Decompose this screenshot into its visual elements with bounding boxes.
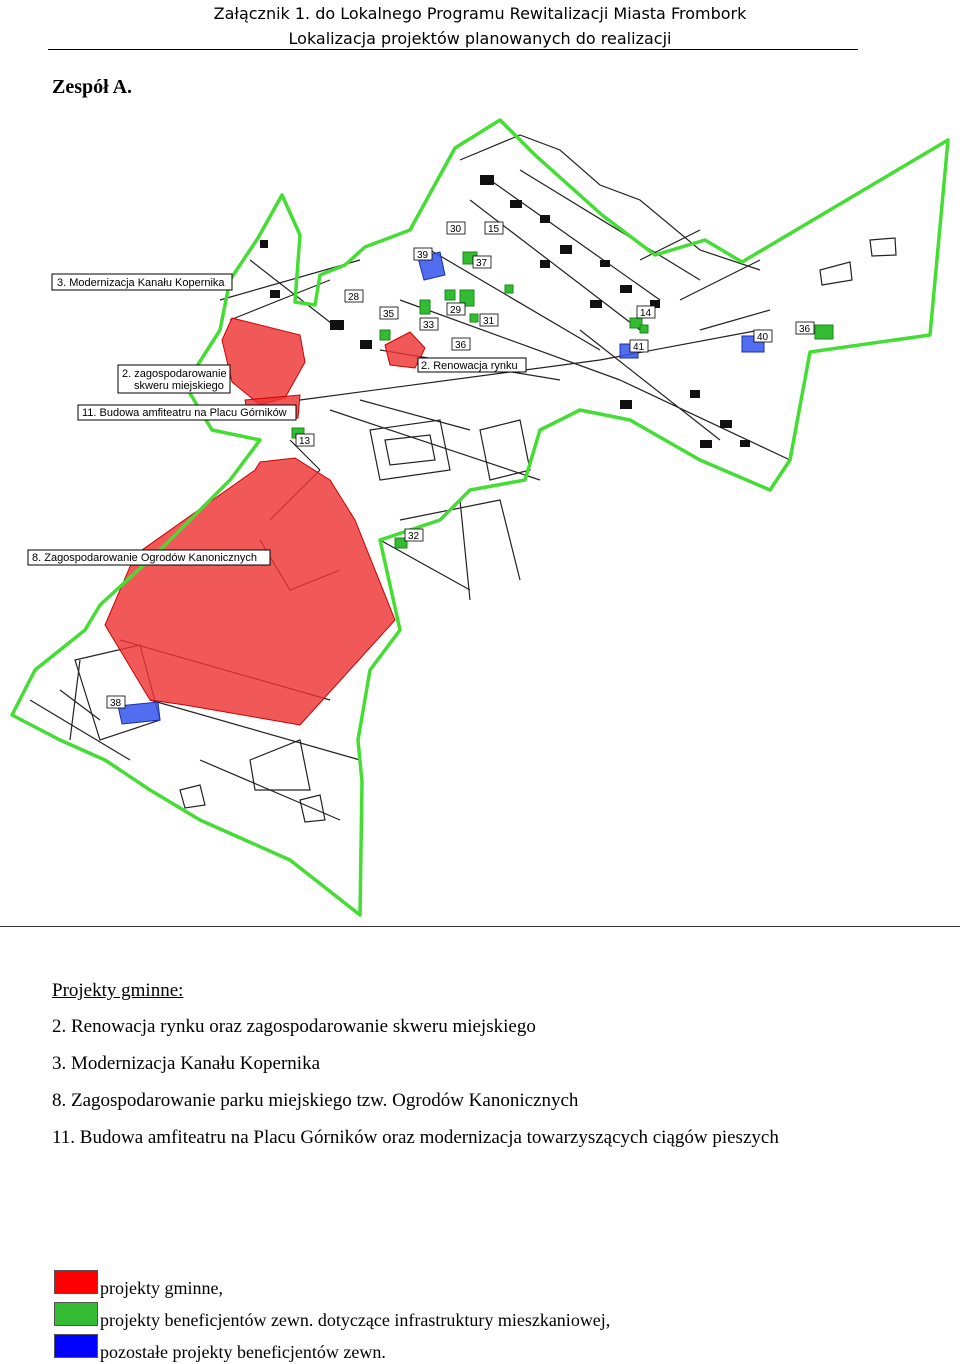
svg-text:15: 15 [488,224,500,235]
svg-text:2. Renowacja rynku: 2. Renowacja rynku [421,360,518,372]
document-header-line2: Lokalizacja projektów planowanych do realizacji [288,29,672,48]
svg-text:skweru miejskiego: skweru miejskiego [134,380,224,392]
legend-label-municipal: projekty gminne, [100,1278,223,1298]
project-item: 11. Budowa amfiteatru na Placu Górników oraz modernizacja towarzyszących ciągów pieszych [52,1127,779,1148]
svg-text:32: 32 [408,531,420,542]
svg-text:41: 41 [633,342,645,353]
ogrody-kanoniczne-area [105,458,395,725]
project-item: 2. Renowacja rynku oraz zagospodarowanie skweru miejskiego [52,1016,536,1037]
svg-text:39: 39 [417,250,429,261]
svg-text:40: 40 [757,332,769,343]
svg-text:36: 36 [799,324,811,335]
legend-swatch-other [54,1334,98,1358]
project-item: 3. Modernizacja Kanału Kopernika [52,1053,321,1074]
svg-text:13: 13 [299,436,311,447]
svg-text:29: 29 [450,305,462,316]
project-item: 8. Zagospodarowanie parku miejskiego tzw. Ogrodów Kanonicznych [52,1090,579,1111]
callout-renowacja-rynku [418,358,526,372]
zone-boundary [12,120,948,915]
page-title: Zespół A. [52,76,133,98]
svg-text:11. Budowa amfiteatru na Placu: 11. Budowa amfiteatru na Placu Górników [82,407,287,419]
projects-heading: Projekty gminne: [52,980,184,1001]
svg-text:14: 14 [640,308,652,319]
svg-text:2. zagospodarowanie: 2. zagospodarowanie [122,368,227,380]
legend-swatch-housing [54,1302,98,1326]
revitalization-map [0,100,960,920]
svg-text:28: 28 [348,292,360,303]
header-divider [48,49,858,50]
callout-ogrody-kanoniczne [28,550,270,565]
document-header-line1: Załącznik 1. do Lokalnego Programu Rewitalizacji Miasta Frombork [213,4,747,23]
legend-swatch-municipal [54,1270,98,1294]
svg-text:30: 30 [450,224,462,235]
svg-text:36: 36 [455,340,467,351]
map-divider [0,926,960,927]
legend-label-housing: projekty beneficjentów zewn. dotyczące infrastruktury mieszkaniowej, [100,1310,611,1330]
housing-project-areas [292,252,833,548]
svg-text:3. Modernizacja Kanału Koperni: 3. Modernizacja Kanału Kopernika [57,277,225,289]
callout-skwer [118,365,230,393]
skwer-area [222,318,305,405]
svg-text:35: 35 [383,309,395,320]
legend-label-other: pozostałe projekty beneficjentów zewn. [100,1342,386,1362]
callout-amfiteatr [78,405,296,420]
svg-text:8. Zagospodarowanie Ogrodów Ka: 8. Zagospodarowanie Ogrodów Kanonicznych [32,552,258,564]
svg-text:31: 31 [483,316,495,327]
callout-kanal-kopernika [52,274,232,290]
svg-text:37: 37 [476,258,488,269]
svg-text:38: 38 [110,698,122,709]
svg-text:33: 33 [423,320,435,331]
